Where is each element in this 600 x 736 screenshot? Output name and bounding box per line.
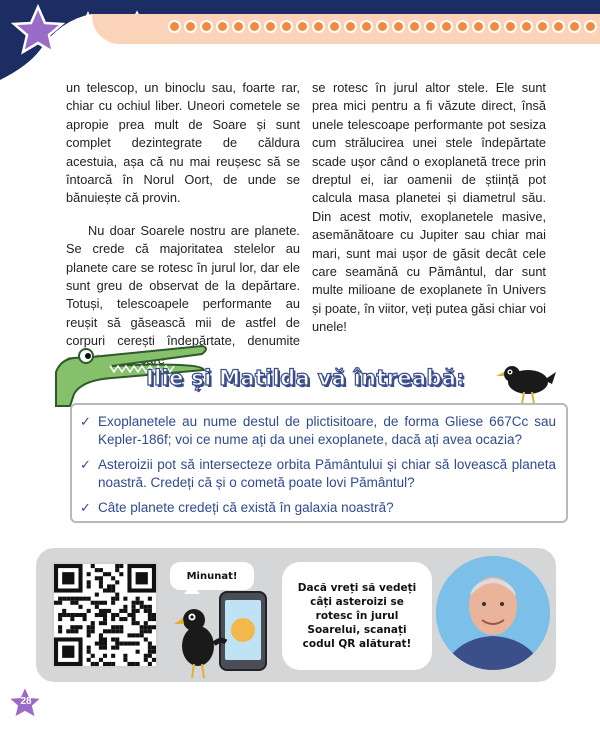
qr-module	[111, 629, 115, 633]
qr-module	[91, 662, 95, 666]
qr-module	[119, 625, 123, 629]
qr-module	[140, 633, 144, 637]
qr-module	[148, 605, 152, 609]
dot-decoration	[344, 20, 357, 33]
qr-module	[70, 613, 74, 617]
qr-module	[144, 629, 148, 633]
qr-module	[95, 601, 99, 605]
dot-decoration	[248, 20, 261, 33]
qr-module	[119, 609, 123, 613]
qr-module	[152, 617, 156, 621]
qr-module	[144, 621, 148, 625]
qr-module	[148, 629, 152, 633]
qr-module	[95, 662, 99, 666]
qr-module	[115, 642, 119, 646]
dot-decoration	[280, 20, 293, 33]
qr-module	[132, 633, 136, 637]
dot-decoration	[536, 20, 549, 33]
qr-module	[83, 617, 87, 621]
qr-module	[123, 654, 127, 658]
qr-module	[66, 597, 70, 601]
qr-module	[136, 601, 140, 605]
dot-decoration	[392, 20, 405, 33]
dot-decoration	[440, 20, 453, 33]
qr-module	[95, 642, 99, 646]
astronaut-photo	[436, 556, 550, 670]
dot-decoration	[200, 20, 213, 33]
list-item: ✓ Câte planete credeți că există în galaxia noastră?	[80, 500, 394, 515]
qr-module	[127, 642, 131, 646]
qr-module	[119, 617, 123, 621]
dot-decoration	[184, 20, 197, 33]
qr-module	[103, 621, 107, 625]
qr-module	[103, 654, 107, 658]
qr-module	[58, 617, 62, 621]
qr-module	[115, 580, 119, 584]
qr-module	[99, 580, 103, 584]
qr-module	[107, 609, 111, 613]
qr-module	[87, 650, 91, 654]
qr-module	[87, 658, 91, 662]
qr-module	[148, 613, 152, 617]
qr-module	[144, 625, 148, 629]
qr-module	[87, 609, 91, 613]
qr-module	[115, 593, 119, 597]
qr-module	[87, 646, 91, 650]
page-number: 28	[20, 696, 32, 707]
qr-module	[103, 629, 107, 633]
qr-module	[136, 609, 140, 613]
qr-module	[152, 625, 156, 629]
qr-module	[103, 588, 107, 592]
qr-module	[99, 637, 103, 641]
qr-module	[54, 601, 58, 605]
qr-module	[103, 637, 107, 641]
qr-module	[152, 650, 156, 654]
qr-module	[140, 625, 144, 629]
qr-module	[152, 613, 156, 617]
qr-module	[91, 564, 95, 568]
dot-decoration	[328, 20, 341, 33]
dot-decoration	[520, 20, 533, 33]
qr-module	[99, 584, 103, 588]
qr-module	[119, 642, 123, 646]
qr-module	[103, 642, 107, 646]
questions-title: Ilie și Matilda vă întreabă:	[146, 366, 465, 390]
qr-module	[148, 597, 152, 601]
qr-module	[127, 613, 131, 617]
qr-module	[107, 662, 111, 666]
dot-decoration	[472, 20, 485, 33]
qr-module	[119, 564, 123, 568]
dot-decoration	[376, 20, 389, 33]
qr-module	[103, 609, 107, 613]
dot-decoration	[296, 20, 309, 33]
text-column-left	[66, 79, 300, 369]
qr-module	[123, 609, 127, 613]
text-column-right	[312, 79, 546, 337]
dot-decoration	[168, 20, 181, 33]
dot-decoration	[408, 20, 421, 33]
qr-module	[119, 629, 123, 633]
qr-module	[136, 572, 148, 584]
qr-module	[91, 654, 95, 658]
qr-module	[70, 625, 74, 629]
qr-module	[111, 576, 115, 580]
qr-module	[103, 613, 107, 617]
qr-module	[99, 613, 103, 617]
qr-module	[83, 613, 87, 617]
dot-decoration	[584, 20, 597, 33]
qr-module	[87, 625, 91, 629]
qr-module	[111, 584, 115, 588]
qr-module	[132, 642, 136, 646]
qr-module	[111, 597, 115, 601]
qr-module	[148, 654, 152, 658]
qr-module	[103, 601, 107, 605]
qr-module	[144, 609, 148, 613]
qr-module	[78, 597, 82, 601]
paragraph-planets: Nu doar Soarele nostru are planete. Se crede că majoritatea stelelor au planete care se rotesc în jurul lor, dar ele sunt greu de observat de la depărtare. Totuși, telescoapele performante au reușit să găsească mii de astfel de corpuri cerești îndepărtate, denumite	[66, 222, 300, 369]
qr-module	[70, 601, 74, 605]
qr-module	[91, 625, 95, 629]
qr-module	[148, 617, 152, 621]
qr-module	[144, 654, 148, 658]
qr-module	[99, 576, 103, 580]
qr-module	[74, 625, 78, 629]
qr-module	[87, 597, 91, 601]
qr-module	[127, 633, 131, 637]
qr-module	[132, 609, 136, 613]
qr-module	[99, 609, 103, 613]
dot-decoration	[232, 20, 245, 33]
qr-module	[111, 637, 115, 641]
qr-module	[74, 601, 78, 605]
qr-module	[152, 646, 156, 650]
dot-decoration	[216, 20, 229, 33]
qr-module	[136, 633, 140, 637]
qr-module	[144, 637, 148, 641]
qr-module	[62, 646, 74, 658]
qr-module	[62, 597, 66, 601]
qr-module	[115, 629, 119, 633]
qr-module	[70, 597, 74, 601]
qr-module	[115, 625, 119, 629]
qr-module	[123, 658, 127, 662]
dot-decoration	[424, 20, 437, 33]
qr-module	[95, 576, 99, 580]
qr-module	[148, 650, 152, 654]
qr-module	[148, 662, 152, 666]
qr-module	[62, 572, 74, 584]
qr-module	[83, 597, 87, 601]
qr-module	[123, 617, 127, 621]
qr-module	[78, 613, 82, 617]
qr-module	[111, 662, 115, 666]
qr-module	[107, 629, 111, 633]
qr-module	[62, 613, 66, 617]
qr-module	[95, 613, 99, 617]
qr-module	[115, 637, 119, 641]
qr-module	[107, 584, 111, 588]
qr-module	[78, 625, 82, 629]
qr-module	[95, 605, 99, 609]
questions-list	[76, 413, 556, 524]
qr-module	[74, 613, 78, 617]
qr-module	[148, 642, 152, 646]
qr-module	[132, 605, 136, 609]
qr-module	[140, 629, 144, 633]
qr-module	[111, 654, 115, 658]
qr-module	[87, 572, 91, 576]
qr-module	[123, 605, 127, 609]
qr-code-icon	[54, 564, 156, 666]
qr-module	[58, 629, 62, 633]
qr-module	[91, 601, 95, 605]
qr-module	[62, 609, 66, 613]
dot-decoration	[488, 20, 501, 33]
check-icon: ✓	[80, 500, 91, 515]
qr-module	[123, 597, 127, 601]
qr-module	[148, 646, 152, 650]
qr-module	[107, 572, 111, 576]
paragraph-comets: un telescop, un binoclu sau, foarte rar, chiar cu ochiul liber. Uneori cometele se apropie prea mult de Soare și sunt complet dezintegrate de căldura acestuia, așa că nu mai reușesc să se întoarcă în Norul Oort, de unde se bănuiește că provin.	[66, 80, 300, 206]
qr-module	[152, 658, 156, 662]
dot-decoration	[360, 20, 373, 33]
qr-module	[58, 625, 62, 629]
qr-module	[132, 613, 136, 617]
qr-module	[148, 625, 152, 629]
qr-module	[91, 621, 95, 625]
qr-module	[74, 629, 78, 633]
qr-module	[66, 613, 70, 617]
qr-module	[144, 605, 148, 609]
qr-module	[111, 617, 115, 621]
qr-module	[136, 642, 140, 646]
paragraph-exoplanets: se rotesc în jurul altor stele. Ele sunt prea mici pentru a fi văzute direct, însă unele telescoape performante pot sesiza cum strălucirea unei stele îndepărtate scade ușor când o exoplanetă trece prin dreptul ei, iar oamenii de știință pot calcula masa planetei și diametrul său. Din acest motiv, exoplanetele masive, asemănătoare cu Jupiter sau chiar mai mari, sunt mai ușor de găsit decât cele care seamănă cu Pământul, dar sunt multe milioane de exoplanete în Univers și poate, în viitor, veți putea găsi chiar voi unele!	[312, 80, 546, 335]
qr-module	[115, 568, 119, 572]
qr-module	[132, 662, 136, 666]
qr-module	[66, 629, 70, 633]
qr-module	[115, 597, 119, 601]
qr-module	[115, 613, 119, 617]
check-icon: ✓	[80, 457, 91, 472]
qr-module	[136, 621, 140, 625]
qr-module	[111, 646, 115, 650]
crow-illustration	[494, 358, 558, 406]
qr-module	[140, 601, 144, 605]
crow-phone-illustration	[170, 584, 280, 680]
list-item: ✓ Asteroizii pot să intersecteze orbita Pământului și chiar să lovească planeta noastră. Credeți că și o cometă poate lovi Pământul?	[80, 457, 556, 490]
speech-bubble-small: Minunat!	[170, 562, 254, 590]
dot-decoration	[568, 20, 581, 33]
qr-module	[111, 601, 115, 605]
qr-module	[99, 621, 103, 625]
orange-dots-strip	[168, 20, 600, 38]
qr-module	[74, 597, 78, 601]
qr-module	[87, 580, 91, 584]
qr-module	[99, 642, 103, 646]
qr-module	[87, 633, 91, 637]
dot-decoration	[264, 20, 277, 33]
qr-module	[119, 572, 123, 576]
qr-code[interactable]	[52, 562, 158, 668]
qr-module	[58, 597, 62, 601]
qr-module	[140, 605, 144, 609]
qr-module	[144, 658, 148, 662]
qr-module	[99, 568, 103, 572]
astronaut-icon	[436, 556, 550, 670]
qr-module	[127, 662, 131, 666]
check-icon: ✓	[80, 414, 91, 429]
qr-module	[78, 605, 82, 609]
qr-module	[111, 613, 115, 617]
qr-module	[99, 633, 103, 637]
qr-module	[136, 662, 140, 666]
list-item: ✓ Exoplanetele au nume destul de plictisitoare, de forma Gliese 667Cc sau Kepler-186f; voi ce nume ați da unei exoplanete, dacă ați avea ocazia?	[80, 414, 556, 447]
qr-module	[58, 601, 62, 605]
qr-module	[95, 568, 99, 572]
qr-module	[111, 588, 115, 592]
qr-module	[115, 646, 119, 650]
qr-module	[99, 658, 103, 662]
qr-module	[70, 629, 74, 633]
qr-module	[87, 584, 91, 588]
qr-module	[136, 597, 140, 601]
dot-decoration	[552, 20, 565, 33]
qr-module	[136, 650, 140, 654]
qr-module	[103, 662, 107, 666]
qr-module	[103, 617, 107, 621]
qr-module	[148, 609, 152, 613]
qr-module	[95, 593, 99, 597]
qr-module	[107, 588, 111, 592]
dot-decoration	[312, 20, 325, 33]
qr-module	[99, 646, 103, 650]
qr-module	[70, 617, 74, 621]
qr-module	[87, 629, 91, 633]
qr-module	[99, 601, 103, 605]
qr-module	[132, 617, 136, 621]
qr-module	[115, 564, 119, 568]
speech-bubble-main: Dacă vreți să vedeți câți asteroizi se rotesc în jurul Soarelui, scanați codul QR alăturat!	[282, 562, 432, 670]
dot-decoration	[456, 20, 469, 33]
dot-decoration	[504, 20, 517, 33]
qr-module	[103, 572, 107, 576]
qr-module	[123, 642, 127, 646]
qr-module	[58, 613, 62, 617]
qr-module	[91, 629, 95, 633]
qr-module	[132, 601, 136, 605]
qr-module	[132, 621, 136, 625]
qr-module	[111, 625, 115, 629]
qr-module	[103, 646, 107, 650]
